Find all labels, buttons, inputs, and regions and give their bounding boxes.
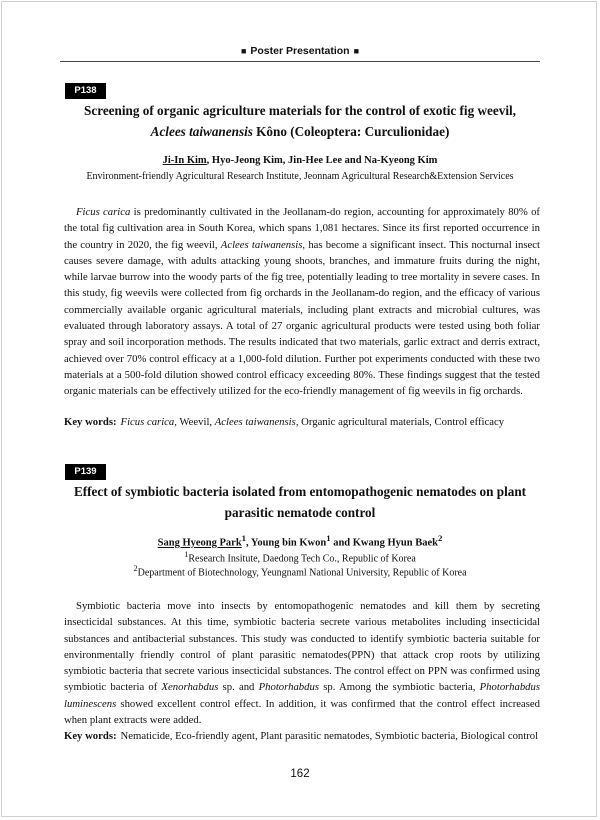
co-authors: , Hyo-Jeong Kim, Jin-Hee Lee and Na-Kyeong Kim xyxy=(206,155,438,166)
keyword-text: Nematicide, Eco-friendly agent, Plant parasitic nematodes, Symbiotic bacteria, Biological control xyxy=(120,730,539,742)
keywords-label: Key words: xyxy=(64,416,117,428)
co-author: , Young bin Kwon xyxy=(246,537,327,549)
species-name: Photorhabdus luminescens xyxy=(64,681,541,710)
abstract-text: sp. Among the symbiotic bacteria, xyxy=(318,681,480,694)
poster-title xyxy=(62,100,538,142)
author-list xyxy=(62,155,538,166)
poster-title xyxy=(62,481,538,523)
abstract-text: , has become a significant insect. This nocturnal insect causes severe damage, with adults attacking young shoots, branches, and immature fruits during the night, while larvae burrow into the woody parts of the fig tree, potentially leading to tree mortality in severe cases. In this study, fig weevils were collected from fig orchards in the Jeollanam-do region, and the efficacy of various commercially available organic agricultural materials, including plant extracts and microbial cultures, was evaluated through laboratory assays. A total of 27 organic agricultural products were tested using both foliar spray and soil incorporation methods. The results indicated that two materials, garlic extract and derris extract, achieved over 70% control efficacy at a 1,000-fold dilution. Further pot experiments conducted with these two materials at a 500-fold dilution showed control efficacy exceeding 80%. These findings suggest that the tested organic materials can be effectively utilized for the eco-friendly management of fig weevils in fig orchards. xyxy=(64,238,540,398)
keywords xyxy=(64,415,544,429)
species-name: Ficus carica xyxy=(76,206,131,218)
poster-id-badge: P138 xyxy=(65,83,106,99)
author-list xyxy=(62,533,538,549)
author-affiliation-mark: 2 xyxy=(437,533,443,543)
header-marker-left: ■ xyxy=(240,46,247,56)
header-divider xyxy=(60,61,540,62)
page-number: 162 xyxy=(290,768,310,780)
abstract-body xyxy=(64,204,540,400)
co-author: and Kwang Hyun Baek xyxy=(330,537,438,549)
keyword-text: , Organic agricultural materials, Control efficacy xyxy=(295,416,505,428)
presenting-author: Ji-In Kim xyxy=(162,155,207,166)
species-name: Photorhabdus xyxy=(258,681,319,694)
affiliation-text: Department of Biotechnology, Yeungnaml National University, Republic of Korea xyxy=(137,567,467,579)
keyword-species: Ficus carica xyxy=(120,416,175,428)
abstract-text: sp. and xyxy=(218,681,259,694)
affiliation xyxy=(62,562,538,579)
affiliation-mark: 1 xyxy=(184,550,189,559)
species-name: Xenorhabdus xyxy=(161,681,219,694)
section-header xyxy=(0,45,600,57)
keyword-text: , Weevil, xyxy=(174,416,215,428)
author-affiliation-mark: 1 xyxy=(326,533,331,543)
abstract-text: is predominantly cultivated in the Jeollanam-do region, accounting for approximately 80% of the total fig cultivation area in South Korea, which spans 1,081 hectares. Since its first reported occurrence in the country in 2020, the fig weevil, xyxy=(64,206,540,251)
species-name: Aclees taiwanensis xyxy=(220,238,303,251)
title-line: Effect of symbiotic bacteria isolated from entomopathogenic nematodes on plant xyxy=(73,484,527,499)
header-title: Poster Presentation xyxy=(250,45,350,57)
abstract-text: showed excellent control effect. In addition, it was confirmed that the control effect increased when plant extracts were added. xyxy=(64,697,540,727)
keywords-label: Key words: xyxy=(64,730,117,742)
affiliation: Environment-friendly Agricultural Research Institute, Jeonnam Agricultural Research&Extension Services xyxy=(86,171,514,182)
author-affiliation-mark: 1 xyxy=(241,533,247,543)
affiliation-mark: 2 xyxy=(133,564,138,573)
title-line: Screening of organic agriculture materials for the control of exotic fig weevil, xyxy=(84,103,516,118)
title-line: Kôno (Coleoptera: Curculionidae) xyxy=(252,124,450,139)
title-species: Aclees taiwanensis xyxy=(150,124,253,139)
affiliation-text: Research Insitute, Daedong Tech Co., Republic of Korea xyxy=(188,553,416,565)
poster-id-badge: P139 xyxy=(65,464,106,480)
presenting-author: Sang Hyeong Park xyxy=(157,537,242,549)
title-line: parasitic nematode control xyxy=(224,505,376,520)
abstract-text: Symbiotic bacteria move into insects by entomopathogenic nematodes and kill them by secreting insecticidal substances. At this time, symbiotic bacteria secrete various metabolites including insecticidal substances and antibacterial substances. This study was conducted to identify symbiotic bacteria suitable for environmentally friendly control of plant parasitic nematodes(PPN) that attack crop roots by utilizing symbiotic bacteria that secrete various insecticidal substances. The control effect on PPN was confirmed using symbiotic bacteria of xyxy=(64,600,540,694)
keywords xyxy=(64,729,544,743)
abstract-body xyxy=(64,598,540,728)
header-marker-right: ■ xyxy=(353,46,360,56)
keyword-species: Aclees taiwanensis xyxy=(214,416,296,428)
